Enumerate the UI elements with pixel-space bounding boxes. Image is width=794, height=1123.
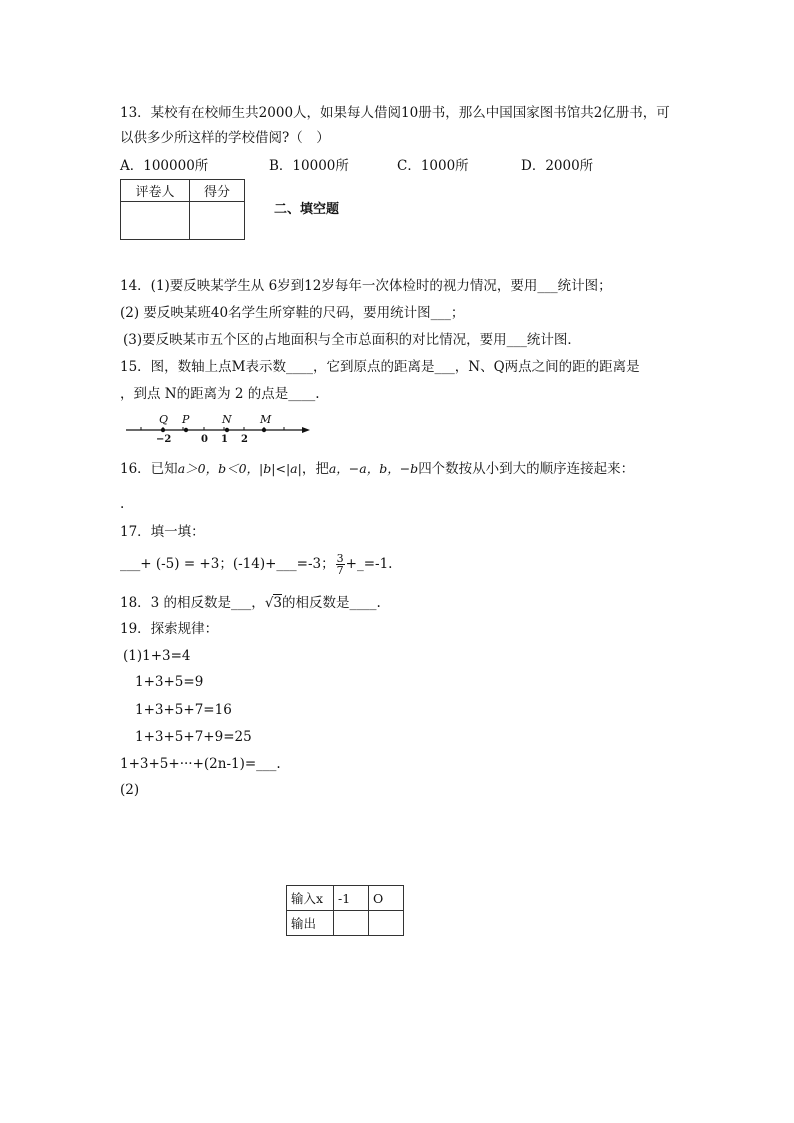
section-title: 二、填空题 — [274, 202, 340, 217]
q16-dot: . — [120, 496, 125, 512]
q13-option-a: A．100000所 — [120, 158, 209, 174]
q17-expression — [120, 553, 392, 576]
q16-mid: ，把 — [301, 461, 329, 477]
q14-line1: 14．(1)要反映某学生从 6岁到12岁每年一次体检时的视力情况，要用___统计图； — [120, 278, 612, 294]
point-q-dot — [161, 428, 165, 432]
q16-suffix: 四个数按从小到大的顺序连接起来： — [418, 461, 635, 477]
q19-row-2: 1+3+5=9 — [135, 674, 204, 690]
io-table-input-1: -1 — [334, 886, 369, 911]
score-box-score-blank — [190, 202, 245, 240]
point-n-label: N — [222, 413, 232, 426]
point-q-label: Q — [159, 413, 169, 426]
q17-frac-den: 7 — [336, 564, 344, 577]
tick-label-neg2: −2 — [156, 434, 172, 444]
io-table-output-label: 输出 — [287, 911, 334, 936]
io-table-input-label: 输入x — [287, 886, 334, 911]
io-table-output-1 — [334, 911, 369, 936]
q13-option-b: B．10000所 — [269, 158, 349, 174]
q19-row-3: 1+3+5+7=16 — [135, 702, 232, 718]
q19-row-4: 1+3+5+7+9=25 — [135, 729, 252, 745]
q13-option-c: C．1000所 — [397, 158, 469, 174]
number-line — [124, 410, 314, 444]
q13-line1: 13．某校有在校师生共2000人，如果每人借阅10册书，那么中国国家图书馆共2亿册书，可 — [120, 105, 670, 121]
q19-row-1: (1)1+3=4 — [123, 648, 191, 664]
q16-terms: a，−a，b，−b — [328, 461, 419, 476]
q14-line3: (3)要反映某市五个区的占地面积与全市总面积的对比情况，要用___统计图． — [123, 332, 581, 348]
q16-line — [120, 459, 634, 479]
point-m-dot — [262, 428, 266, 432]
q16-prefix: 16．已知 — [120, 461, 178, 477]
q19-general: 1+3+5+···+(2n-1)=___. — [120, 756, 281, 772]
q18-line — [120, 593, 381, 613]
q17-title: 17．填一填： — [120, 524, 205, 540]
q18-sqrt-arg: 3 — [273, 595, 283, 611]
q19-title: 19．探索规律： — [120, 621, 219, 637]
io-table-input-2: O — [369, 886, 404, 911]
point-p-dot — [184, 428, 188, 432]
q18-part2: 的相反数是____. — [282, 595, 381, 611]
point-m-label: M — [260, 413, 272, 426]
score-box — [120, 179, 245, 240]
point-p-label: P — [182, 413, 190, 426]
q13-line2: 以供多少所这样的学校借阅?（ ） — [120, 130, 330, 146]
score-box-reviewer-blank — [121, 202, 190, 240]
tick-label-0: 0 — [201, 434, 208, 444]
point-n-dot — [225, 428, 229, 432]
q19-part2: (2) — [120, 782, 140, 798]
score-box-score: 得分 — [190, 180, 245, 202]
q17-expr-b: +_=-1. — [345, 556, 393, 572]
q18-part1: 18．3 的相反数是___， — [120, 595, 265, 611]
tick-label-1: 1 — [221, 434, 228, 444]
q15-line1: 15．图，数轴上点M表示数____，它到原点的距离是___，N、Q两点之间的距的距离是 — [120, 359, 640, 375]
tick-label-2: 2 — [241, 434, 248, 444]
q15-line2: ，到点 N的距离为 2 的点是____. — [120, 386, 320, 402]
io-table — [286, 885, 404, 936]
q17-frac-num: 3 — [336, 552, 344, 565]
io-table-output-2 — [369, 911, 404, 936]
q17-expr-a: ___+ (-5) = +3；(-14)+___=-3； — [120, 556, 335, 572]
q14-line2: (2) 要反映某班40名学生所穿鞋的尺码，要用统计图___； — [120, 305, 465, 321]
q16-condition: a＞0，b＜0，|b|<|a| — [177, 461, 302, 476]
q13-option-d: D．2000所 — [521, 158, 594, 174]
score-box-reviewer: 评卷人 — [121, 180, 190, 202]
q17-fraction — [336, 553, 345, 576]
sqrt-symbol: √ — [264, 595, 274, 611]
